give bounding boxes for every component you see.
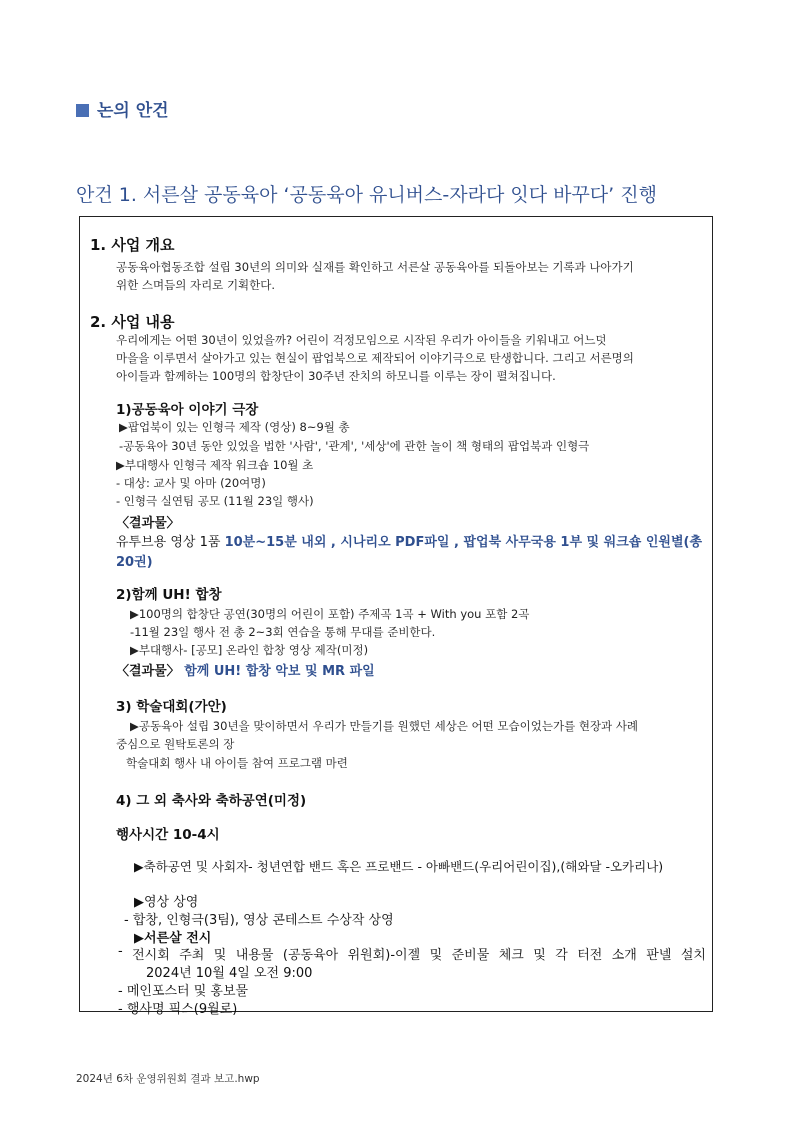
p4-line5 [118,944,706,963]
p2-line1: ▶100명의 합창단 공연(30명의 어린이 포함) 주제곡 1곡 + With you 포함 2곡 [130,607,530,621]
p4-line5-word: (공동육아 [282,948,339,963]
s2-heading: 2. 사업 내용 [90,313,175,331]
p3-line2: 중심으로 원탁토론의 장 [116,737,235,751]
p4-line5-word: 각 [555,948,568,963]
s2-line3: 아이들과 함께하는 100명의 합창단이 30주년 잔치의 하모니를 이루는 장이 펼쳐집니다. [116,369,556,383]
footer-filename: 2024년 6차 운영위원회 결과 보고.hwp [76,1073,260,1085]
agenda-title: 안건 1. 서른살 공동육아 ‘공동육아 유니버스-자라다 잇다 바꾸다’ 진행 [76,184,657,206]
p4-line4: ▶서른살 전시 [134,931,212,946]
p4-line2: ▶영상 상영 [134,895,199,910]
p4-line5-word: 내용물 [235,948,274,963]
p4-line5-word: 및 [213,948,227,963]
p1-result-plain: 유투브용 영상 1품 [116,535,225,550]
p4-line5-word: 설치 [680,948,706,963]
s1-heading: 1. 사업 개요 [90,236,175,254]
p2-line2: -11월 23일 행사 전 총 2~3회 연습을 통해 무대를 준비한다. [130,625,436,639]
p3-line3: 학술대회 행사 내 아이들 참여 프로그램 마련 [126,756,348,770]
s2-line2: 마을을 이루면서 살아가고 있는 현실이 팝업북으로 제작되어 이야기극으로 탄생합니다. 그리고 서른명의 [116,351,634,365]
p4-heading: 4) 그 외 축사와 축하공연(미정) [116,793,307,809]
p4-time: 행사시간 10-4시 [116,827,220,843]
s1-line2: 위한 스며듬의 자리로 기획한다. [116,278,276,292]
p4-line5-word: 터전 [577,948,603,963]
p1-line5: - 인형극 실연팀 공모 (11월 23일 행사) [116,494,314,508]
p4-line5-word: 위원회)-이젤 [347,948,421,963]
p4-line7: - 메인포스터 및 홍보물 [118,984,249,999]
p4-line5-word: 소개 [611,948,637,963]
p3-line1: ▶공동육아 설립 30년을 맞이하면서 우리가 만들기를 원했던 세상은 어떤 모습이었는가를 현장과 사례 [130,719,639,733]
p4-line6: 2024년 10월 4일 오전 9:00 [146,966,313,981]
p1-line1: ▶팝업북이 있는 인형극 제작 (영상) 8~9월 총 [119,420,350,434]
p3-heading: 3) 학술대회(가안) [116,699,227,715]
p4-line3: - 합창, 인형극(3팀), 영상 콘테스트 수상작 상영 [124,913,394,928]
p1-heading: 1)공동육아 이야기 극장 [116,402,259,418]
p4-line5-word: 및 [533,948,546,963]
p4-line5-word: 전시회 [132,948,170,963]
p1-result-label: 〈결과물〉 [116,516,180,531]
p4-line5-word: 판넬 [646,948,672,963]
p4-line5-word: 주최 [179,948,205,963]
section-heading [76,96,169,121]
square-bullet-icon [76,104,89,117]
p1-result-highlight: 10분~15분 내외 , 시나리오 PDF파일 , 팝업북 사무국용 1부 및 워크숍 인원별(총 [224,535,703,550]
p4-line1: ▶축하공연 및 사회자- 청년연합 밴드 혹은 프로밴드 - 아빠밴드(우리어린이집),(해와달 -오카리나) [134,859,664,874]
s2-line1: 우리에게는 어떤 30년이 있었을까? 어린이 걱정모임으로 시작된 우리가 아이들을 키워내고 어느덧 [116,333,607,347]
p2-result [116,660,375,679]
p1-line2: -공동육아 30년 동안 있었을 법한 '사람', '관계', '세상'에 관한 놀이 책 형태의 팝업북과 인형극 [119,439,590,453]
p1-result-line1 [116,531,702,550]
p2-result-highlight: 함께 UH! 합창 악보 및 MR 파일 [184,664,375,679]
p4-line8: - 행사명 픽스(9월로) [118,1002,238,1017]
p1-line4: - 대상: 교사 및 아마 (20여명) [116,476,266,490]
p4-line5-word: 및 [429,948,443,963]
section-heading-text: 논의 안건 [97,101,169,121]
p4-line5-word: - [118,944,123,959]
p2-result-label: 〈결과물〉 [116,664,185,679]
p2-heading: 2)함께 UH! 합창 [116,587,222,603]
p1-result-line2: 20권) [116,555,153,570]
p4-line5-word: 체크 [498,948,524,963]
p4-line5-word: 준비물 [451,948,490,963]
p1-line3: ▶부대행사 인형극 제작 워크숍 10월 초 [116,458,314,472]
s1-line1: 공동육아협동조합 설립 30년의 의미와 실재를 확인하고 서른살 공동육아를 되돌아보는 기록과 나아가기 [116,260,634,274]
p2-line3: ▶부대행사- [공모] 온라인 합창 영상 제작(미정) [130,643,369,657]
